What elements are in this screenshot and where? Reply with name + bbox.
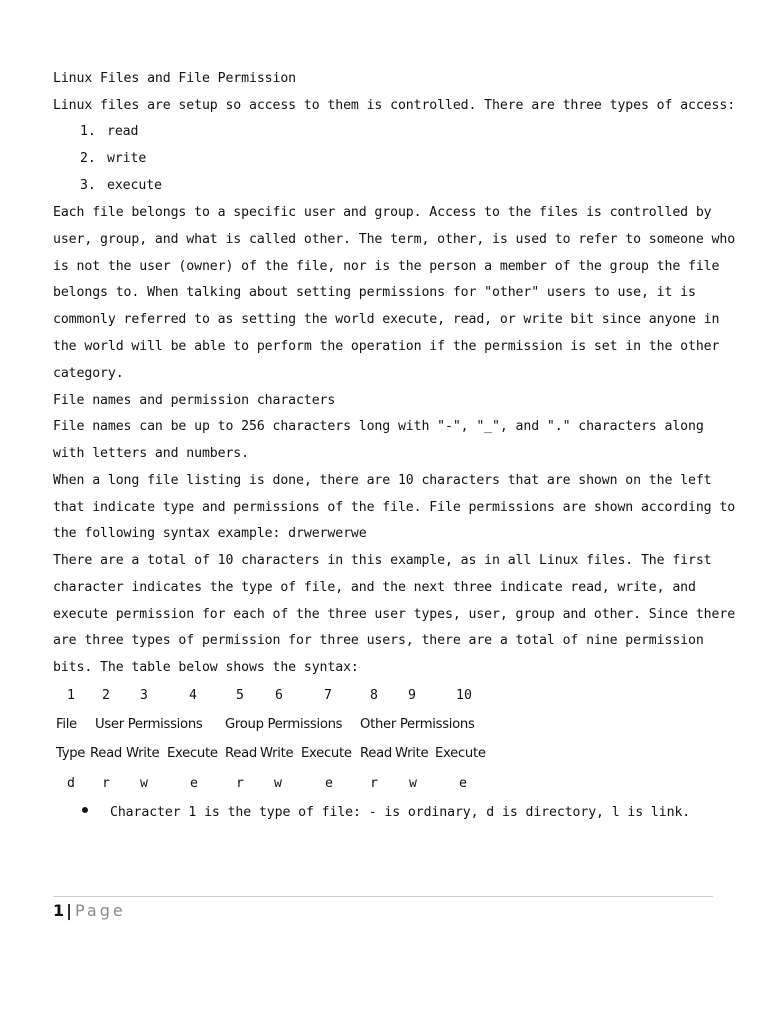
table-permission-char: e [325,776,333,791]
paragraph-line: bits. The table below shows the syntax: [53,660,359,675]
page-label: Page [74,901,126,920]
table-column-number: 2 [102,688,110,703]
table-column-number: 6 [275,688,283,703]
table-subheader: Read [225,746,257,761]
table-permission-char: e [190,776,198,791]
paragraph-line: commonly referred to as setting the world execute, read, or write bit since anyone in [53,312,720,327]
paragraph-line: Each file belongs to a specific user and group. Access to the files is controlled by [53,205,712,220]
list-text: execute [107,178,162,193]
table-permission-char: w [274,776,282,791]
table-group-header: File [56,717,77,732]
list-number: 1. [80,124,96,139]
paragraph-line: the following syntax example: drwerwerwe [53,526,367,541]
list-number: 3. [80,178,96,193]
table-column-number: 5 [236,688,244,703]
heading-linux-files: Linux Files and File Permission [53,71,297,86]
table-subheader: Write [126,746,160,761]
paragraph-line: the world will be able to perform the operation if the permission is set in the other [53,339,720,354]
list-text: read [107,124,139,139]
paragraph-line: that indicate type and permissions of the file. File permissions are shown according to [53,500,736,515]
table-permission-char: r [236,776,244,791]
table-column-number: 3 [140,688,148,703]
paragraph-line: belongs to. When talking about setting permissions for "other" users to use, it is [53,285,696,300]
table-column-number: 1 [67,688,75,703]
footer-separator: | [66,901,72,920]
list-item [80,178,162,194]
table-subheader: Write [260,746,294,761]
paragraph-line: category. [53,366,124,381]
table-permission-char: w [409,776,417,791]
paragraph-line: character indicates the type of file, and the next three indicate read, write, and [53,580,696,595]
bullet-icon [82,807,88,813]
paragraph-line: When a long file listing is done, there are 10 characters that are shown on the left [53,473,712,488]
footer-divider [53,896,713,897]
table-column-number: 8 [370,688,378,703]
paragraph-line: are three types of permission for three users, there are a total of nine permission [53,633,704,648]
table-subheader: Write [395,746,429,761]
table-subheader: Execute [167,746,218,761]
table-column-number: 9 [408,688,416,703]
table-column-number: 4 [189,688,197,703]
table-group-header: Other Permissions [360,717,475,732]
list-text: write [107,151,147,166]
table-column-number: 10 [456,688,472,703]
table-subheader: Type [56,746,86,761]
paragraph-line: with letters and numbers. [53,446,249,461]
table-permission-char: r [102,776,110,791]
page-number: 1 [53,901,65,920]
table-permission-char: d [67,776,75,791]
table-permission-char: e [459,776,467,791]
table-subheader: Read [360,746,392,761]
paragraph-line: is not the user (owner) of the file, nor is the person a member of the group the file [53,259,720,274]
paragraph-line: user, group, and what is called other. The term, other, is used to refer to someone who [53,232,736,247]
list-item [80,124,138,140]
intro-paragraph: Linux files are setup so access to them is controlled. There are three types of access: [53,98,736,113]
list-number: 2. [80,151,96,166]
list-item [80,151,146,167]
table-subheader: Execute [301,746,352,761]
table-group-header: Group Permissions [225,717,343,732]
paragraph-line: execute permission for each of the three user types, user, group and other. Since there [53,607,736,622]
permission-table [0,688,768,798]
paragraph-line: File names can be up to 256 characters long with "-", "_", and "." characters along [53,419,704,434]
paragraph-line: There are a total of 10 characters in this example, as in all Linux files. The first [53,553,712,568]
bullet-item-file-type: Character 1 is the type of file: - is ordinary, d is directory, l is link. [110,805,691,820]
page-footer [53,901,126,920]
table-subheader: Execute [435,746,486,761]
table-permission-char: w [140,776,148,791]
table-subheader: Read [90,746,122,761]
table-column-number: 7 [324,688,332,703]
heading-permission-characters: File names and permission characters [53,393,336,408]
table-group-header: User Permissions [95,717,203,732]
table-permission-char: r [370,776,378,791]
